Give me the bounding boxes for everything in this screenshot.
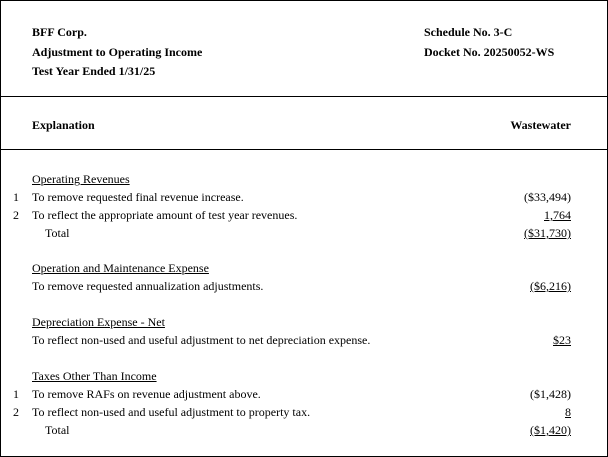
section-heading-depreciation: Depreciation Expense - Net bbox=[32, 315, 165, 329]
adjustment-amount: ($1,428) bbox=[530, 387, 571, 401]
line-number: 2 bbox=[13, 208, 19, 222]
adjustment-amount: $23 bbox=[553, 333, 571, 347]
schedule-number: Schedule No. 3-C bbox=[424, 25, 513, 39]
line-number: 2 bbox=[13, 405, 19, 419]
company-name: BFF Corp. bbox=[32, 25, 87, 39]
adjustment-amount: 8 bbox=[565, 405, 571, 419]
column-header-divider bbox=[1, 149, 607, 150]
adjustment-amount: 1,764 bbox=[544, 208, 571, 222]
column-header-wastewater: Wastewater bbox=[510, 118, 571, 132]
adjustment-amount: ($6,216) bbox=[530, 279, 571, 293]
section-heading-operating-revenues: Operating Revenues bbox=[32, 172, 130, 186]
total-amount: ($31,730) bbox=[524, 226, 571, 240]
line-number: 1 bbox=[13, 190, 19, 204]
header-divider bbox=[1, 96, 607, 97]
section-heading-taxes: Taxes Other Than Income bbox=[32, 369, 157, 383]
total-label: Total bbox=[45, 226, 70, 240]
column-header-explanation: Explanation bbox=[32, 118, 95, 132]
adjustment-description: To reflect the appropriate amount of test year revenues. bbox=[32, 208, 298, 222]
total-amount: ($1,420) bbox=[530, 423, 571, 437]
adjustment-amount: ($33,494) bbox=[524, 190, 571, 204]
line-number: 1 bbox=[13, 387, 19, 401]
total-label: Total bbox=[45, 423, 70, 437]
test-year-period: Test Year Ended 1/31/25 bbox=[32, 64, 156, 78]
adjustment-description: To remove RAFs on revenue adjustment above. bbox=[32, 387, 261, 401]
adjustment-description: To remove requested final revenue increase. bbox=[32, 190, 244, 204]
schedule-title: Adjustment to Operating Income bbox=[32, 45, 203, 59]
adjustment-description: To reflect non-used and useful adjustment to net depreciation expense. bbox=[32, 333, 371, 347]
adjustment-description: To reflect non-used and useful adjustment to property tax. bbox=[32, 405, 311, 419]
docket-number: Docket No. 20250052-WS bbox=[424, 45, 555, 59]
section-heading-om-expense: Operation and Maintenance Expense bbox=[32, 261, 209, 275]
adjustment-description: To remove requested annualization adjustments. bbox=[32, 279, 264, 293]
